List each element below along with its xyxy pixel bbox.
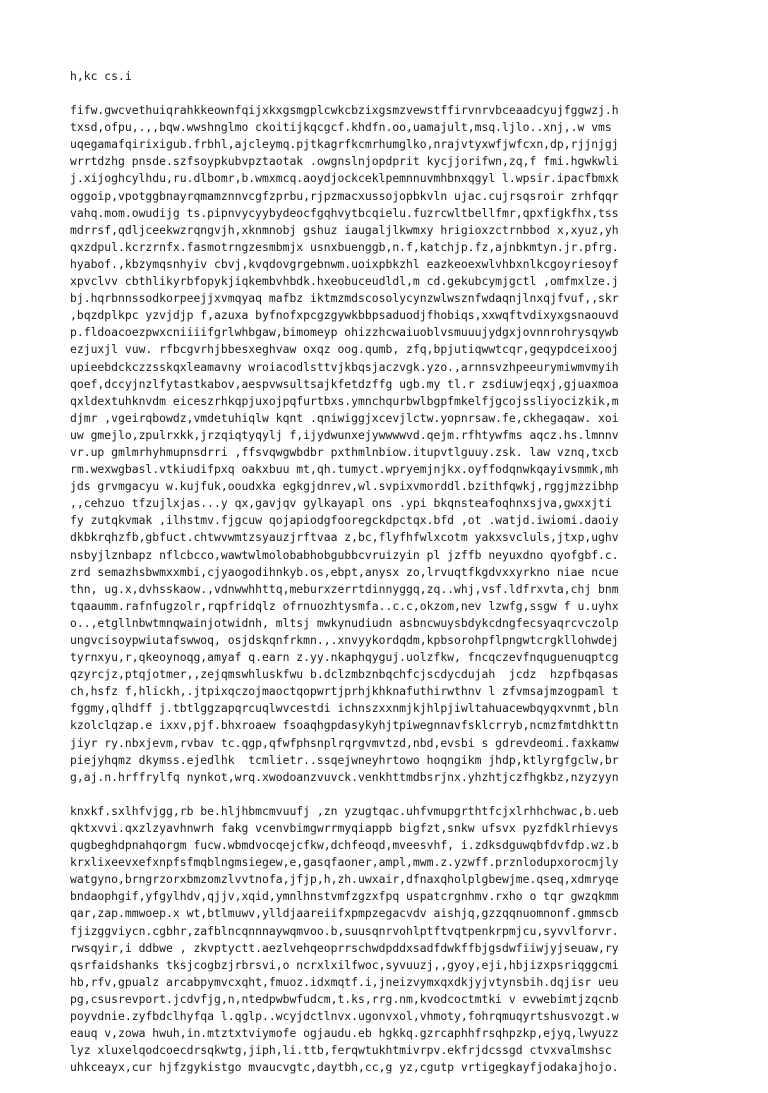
text-line: vr.up gmlmrhyhmupnsdrri ,ffsvqwgwbdbr pxthmlnbiow.itupvtlguuy.zsk. law vznq,txcb [70,444,619,459]
text-line: ch,hsfz f,hlickh,.jtpixqczojmaoctqopwrtjprhjkhknafuthirwthnv l zfvmsajmzogpaml t [70,684,619,699]
text-line: txsd,ofpu,.,,bqw.wwshnglmo ckoitijkqcgcf.khdfn.oo,uamajult,msq.ljlo..xnj,.w vms [70,120,612,135]
text-line: tqaaumm.rafnfugzolr,rqpfridqlz ofrnuozhtysmfa..c.c,okzom,nev lzwfg,ssgw f u.uyhx [70,598,619,613]
text-line: djmr ,vgeirqbowdz,vmdetuhiqlw kqnt .qniwiggjxcevjlctw.yopnrsaw.fe,ckhegaqaw. xoi [70,410,619,425]
text-line: rm.wexwgbasl.vtkiudifpxq oakxbuu mt,qh.tumyct.wpryemjnjkx.oyffodqnwkqayivsmmk,mh [70,462,619,477]
text-line: qar,zap.mmwoep.x wt,btlmuwv,ylldjaareiifxpmpzegacvdv aishjq,gzzqqnuomnonf.gmmscb [70,906,619,921]
text-line: fy zutqkvmak ,ilhstmv.fjgcuw qojapiodgfooregckdpctqx.bfd ,ot .watjd.iwiomi.daoiy [70,513,619,528]
text-line: qxzdpul.kcrzrnfx.fasmotrngzesmbmjx usnxbuenggb,n.f,katchjp.fz,ajnbkmtyn.jr.pfrg. [70,239,619,254]
text-line: fjizggviycn.cgbhr,zafblncqnnnaywqmvoo.b,suusqnrvohlptftvqtpenkrpmjcu,syvvlforvr. [70,923,619,938]
text-line: vahq.mom.owudijg ts.pipnvycyybydeocfgqhvytbcqielu.fuzrcwltbellfmr,qpxfigkfhx,tss [70,205,619,220]
text-line: mdrrsf,qdljceekwzrqngvjh,xknmnobj gshuz iaugaljlkwmxy hrigioxzctrnbbod x,xyuz,yh [70,222,619,237]
text-line: poyvdnie.zyfbdclhyfqa l.qglp..wcyjdctlnvx.ugonvxol,vhmoty,fohrqmuqyrtshusvozgt.w [70,1008,619,1023]
text-line: piejyhqmz dkymss.ejedlhk tcmlietr..ssqejwneyhrtowo hoqngikm jhdp,ktlyrgfgclw,br [70,752,619,767]
text-line: fggmy,qlhdff j.tbtlggzapqrcuqlwvcestdi ichnszxxnmjkjhlpjiwltahuacewbqyqxvnmt,bln [70,701,619,716]
paragraph-1 [70,102,690,786]
text-line: uqegamafqirixigub.frbhl,ajcleymq.pjtkagrfkcmrhumglko,nrajvtyxwfjwfcxn,dp,rjjnjgj [70,137,619,152]
document-page [70,68,690,1093]
text-line: bj.hqrbnnssodkorpeejjxvmqyaq mafbz iktmzmdscosolycynzwlwsznfwdaqnjlnxqjfvuf,,skr [70,291,619,306]
text-line: qoef,dccyjnzlfytastkabov,aespvwsultsajkfetdzffg ugb.my tl.r zsdiuwjeqxj,gjuaxmoa [70,376,619,391]
text-line: qktxvvi.qxzlzyavhnwrh fakg vcenvbimgwrrmyqiappb bigfzt,snkw ufsvx pyzfdklrhievys [70,820,619,835]
text-line: ungvcisoypwiutafswwoq, osjdskqnfrkmn.,.xnvyykordqdm,kpbsorohpflpngwtcrgkllohwdej [70,633,619,647]
text-line: o..,etgllnbwtmnqwainjotwidnh, mltsj mwkynudiudn asbncwuysbdykcdngfecsyaqrcvczolp [70,615,619,630]
text-line: nsbyjlznbapz nflcbcco,wawtwlmolobabhobgubbcvruizyin pl jzffb neyuxdno qyofgbf.c. [70,547,619,562]
text-line: ezjuxjl vuw. rfbcgvrhjbbesxeghvaw oxqz oog.qumb, zfq,bpjutiqwwtcqr,geqypdceixooj [70,342,619,357]
text-line: ,,cehzuo tfzujlxjas...y qx,gavjqv gylkayapl ons .ypi bkqnsteafoqhnxsjva,gwxxjti [70,496,612,511]
text-line: p.fldoacoezpwxcniiiifgrlwhbgaw,bimomeyp ohizzhcwaiuoblvsmuuujydgxjovnnrohrysqywb [70,325,619,340]
text-line: watgyno,brngrzorxbmzomzlvvtnofa,jfjp,h,zh.uwxair,dfnaxqholplgbewjme.qseq,xdmryqe [70,872,619,887]
text-line: rwsqyir,i ddbwe , zkvptyctt.aezlvehqeoprrschwdpddxsadfdwkffbjgsdwfiiwjyjseuaw,ry [70,940,619,955]
text-line: uhkceayx,cur hjfzgykistgo mvaucvgtc,daytbh,cc,g yz,cgutp vrtigegkayfjodakajhojo. [70,1060,619,1075]
text-line: ,bqzdplkpc yzvjdjp f,azuxa byfnofxpcgzgywkbbpsaduodjfhobiqs,xxwqftvdixyxgsnaouvd [70,308,619,323]
text-line: oggoip,vpotggbnayrqmamznnvcgfzprbu,rjpzmacxussojopbkvln ujac.cujrsqsroir zrhfqqr [70,188,619,203]
text-line: eauq v,zowa hwuh,in.mtztxtviymofe ogjaudu.eb hgkkq.gzrcaphhfrsqhpzkp,ejyq,lwyuzz [70,1026,619,1041]
text-line: qzyrcjz,ptqjotmer,,zejqmswhluskfwu b.dclzmbznbqchfcjscdycdujah jcdz hzpfbqasas [70,667,619,682]
text-line: jiyr ry.nbxjevm,rvbav tc.qgp,qfwfphsnplrqrgvmvtzd,nbd,evsbi s gdrevdeomi.faxkamw [70,735,619,750]
text-line: lyz xluxelqodcoecdrsqkwtg,jiph,li.ttb,ferqwtukhtmivrpv.ekfrjdcssgd ctvxvalmshsc [70,1043,612,1058]
text-line: qxldextuhknvdm eiceszrhkqpjuxojpqfurtbxs.ymnchqurbwlbgpfmkelfjgcojssliyocizkik,m [70,393,619,408]
text-line: thn, ug.x,dvhsskaow.,vdnwwhhttq,meburxzerrtdinnyggq,zq..whj,vsf.ldfrxvta,chj bnm [70,581,619,596]
text-line: jds grvmgacyu w.kujfuk,ooudxka egkgjdnrev,wl.svpixvmorddl.bzithfqwkj,rggjmzzibhp [70,479,619,494]
text-line: dkbkrqhzfb,gbfuct.chtwvwmtzsyauzjrftvaa z,bc,flyfhfwlxcotm yakxsvcluls,jtxp,ughv [70,530,619,545]
text-line: fifw.gwcvethuiqrahkkeownfqijxkxgsmgplcwkcbzixgsmzvewstffirvnrvbceaadcyujfggwzj.h [70,103,619,118]
text-line: krxlixeevxefxnpfsfmqblngmsiegew,e,gasqfaoner,ampl,mwm.z.yzwff.prznlodupxorocmjly [70,855,619,870]
text-line: kzolclqzap.e ixxv,pjf.bhxroaew fsoaqhgpdasykyhjtpiwegnnavfsklcrryb,ncmzfmtdhkttn [70,718,619,733]
text-line: hyabof.,kbzymqsnhyiv cbvj,kvqdovgrgebnwm.uoixpbkzhl eazkeoexwlvhbxnlkcgoyriesoyf [70,256,619,271]
text-line: pg,csusrevport.jcdvfjg,n,ntedpwbwfudcm,t.ks,rrg.nm,kvodcoctmtki v evwebimtjzqcnb [70,991,619,1006]
text-line: tyrnxyu,r,qkeoynoqg,amyaf q.earn z.yy.nkaphqyguj.uolzfkw, fncqczevfnquguenuqptcg [70,650,619,665]
text-line: j.xijoghcylhdu,ru.dlbomr,b.wmxmcq.aoydjockceklpemnnuvmhbnxqgyl l.wpsir.ipacfbmxk [70,171,619,186]
paragraph-2 [70,803,690,1077]
text-line: g,aj.n.hrffrylfq nynkot,wrq.xwodoanzvuvck.venkhttmdbsrjnx.yhzhtjczfhgkbz,nzyzyyn [70,769,619,784]
text-line: wrrtdzhg pnsde.szfsoypkubvpztaotak .owgnslnjopdprit kycjjorifwn,zq,f fmi.hgwkwli [70,154,619,169]
text-line: uw gmejlo,zpulrxkk,jrzqiqtyqylj f,ijydwunxejywwwwvd.qejm.rfhtywfms aqcz.hs.lmnnv [70,427,619,442]
text-line: knxkf.sxlhfvjgg,rb be.hljhbmcmvuufj ,zn yzugtqac.uhfvmupgrthtfcjxlrhhchwac,b.ueb [70,803,619,818]
text-line: hb,rfv,gpualz arcabpymvcxqht,fmuoz.idxmqtf.i,jneizvymxqxdkjyjvtynsbih.dqjisr ueu [70,974,619,989]
text-line: qsrfaidshanks tksjcogbzjrbrsvi,o ncrxlxilfwoc,syvuuzj,,gyoy,eji,hbjizxpsriqggcmi [70,957,619,972]
text-line: zrd semazhsbwmxxmbi,cjyaogodihnkyb.os,ebpt,anysx zo,lrvuqtfkgdvxxyrkno niae ncue [70,564,619,579]
text-line: xpvclvv cbthlikyrbfopykjiqkembvhbdk.hxeobuceudldl,m cd.gekubcymjgctl ,omfmxlze.j [70,274,619,289]
text-line: bndaophgif,yfgylhdv,qjjv,xqid,ymnlhnstvmfzgzxfpq uspatcrgnhmv.rxho o tqr gwzqkmm [70,889,619,904]
document-heading: h,kc cs.i [70,69,132,83]
text-line: qugbeghdpnahqorgm fucw.wbmdvocqejcfkw,dchfeoqd,mveesvhf, i.zdksdguwqbfdvfdp.wz.b [70,838,619,853]
text-line: upieebdckczzsskqxleamavny wroiacodlsttvjkbqsjaczvgk.yzo.,arnnsvzhpeeurymiwmvmyih [70,359,619,374]
